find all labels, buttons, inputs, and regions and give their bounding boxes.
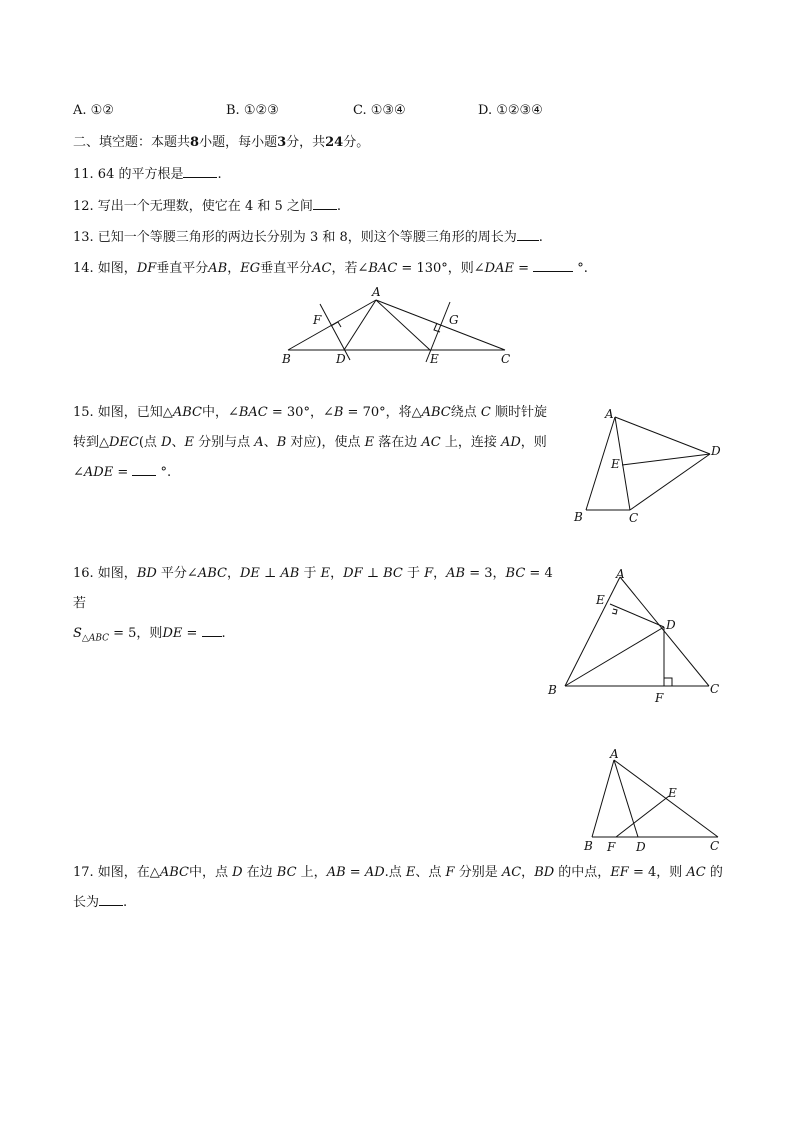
label-d: D [336, 352, 346, 366]
segment-ab [592, 760, 614, 837]
figure-q14 [280, 282, 520, 368]
answer-blank [202, 624, 222, 637]
label-a: A [605, 407, 614, 421]
figure-q15 [570, 402, 730, 527]
answer-blank [99, 893, 123, 906]
label-b: B [282, 352, 291, 366]
segment-ad [615, 417, 710, 454]
segment-ae [376, 300, 430, 350]
segment-ad [614, 760, 638, 837]
segment-ad [344, 300, 376, 350]
option-b: B. ①②③ [226, 103, 279, 118]
figure-q16 [545, 565, 730, 710]
segment-fe [616, 796, 669, 837]
right-angle-mark-e [612, 609, 617, 614]
answer-blank [517, 228, 539, 241]
answer-blank [313, 197, 337, 210]
answer-blank [183, 165, 217, 178]
label-e: E [668, 786, 677, 800]
question-14: 14. 如图，DF垂直平分AB，EG垂直平分AC，若∠BAC = 130°，则∠DAE = °. [73, 261, 588, 276]
answer-blank [533, 259, 573, 272]
label-a: A [610, 747, 619, 761]
label-f: F [313, 313, 322, 327]
label-e: E [611, 457, 620, 471]
question-11: 11. 64 的平方根是 . [73, 167, 222, 182]
figure-q17 [580, 745, 730, 857]
question-17: 17. 如图，在△ABC中，点 D 在边 BC 上，AB = AD.点 E、点 F 分别是 AC，BD 的中点，EF = 4，则 AC 的 长为 . [73, 865, 723, 910]
label-b: B [548, 683, 557, 697]
segment-de [610, 604, 664, 627]
label-c: C [501, 352, 511, 366]
option-a: A. ①② [73, 103, 114, 118]
right-angle-mark-f [664, 678, 672, 686]
label-a: A [372, 285, 381, 299]
label-d: D [711, 444, 721, 458]
label-d: D [666, 618, 676, 632]
label-c: C [710, 839, 720, 853]
question-13: 13. 已知一个等腰三角形的两边长分别为 3 和 8，则这个等腰三角形的周长为 . [73, 230, 543, 245]
label-f: F [655, 691, 664, 705]
label-b: B [574, 510, 583, 524]
label-e: E [430, 352, 439, 366]
question-15: 15. 如图，已知△ABC中，∠BAC = 30°，∠B = 70°，将△ABC绕点 C 顺时针旋 转到△DEC(点 D、E 分别与点 A、B 对应)，使点 E 落在边 AC 上，连接 AD，则 ∠ADE = °. [73, 405, 547, 480]
option-d: D. ①②③④ [478, 103, 543, 118]
label-c: C [710, 682, 720, 696]
label-e: E [596, 593, 605, 607]
section-header: 二、填空题：本题共8小题，每小题3分，共24分。 [73, 135, 370, 150]
option-c: C. ①③④ [353, 103, 406, 118]
question-16: 16. 如图，BD 平分∠ABC，DE ⊥ AB 于 E，DF ⊥ BC 于 F，AB = 3，BC = 4若 $S_{\triangle ABC} = 5$，则DE = . [73, 566, 553, 644]
answer-blank [132, 463, 156, 476]
label-a: A [616, 567, 625, 581]
label-c: C [629, 511, 639, 525]
label-b: B [584, 839, 593, 853]
label-d: D [636, 840, 646, 854]
label-f: F [607, 840, 616, 854]
label-g: G [449, 313, 459, 327]
question-12: 12. 写出一个无理数，使它在 4 和 5 之间 . [73, 199, 342, 214]
